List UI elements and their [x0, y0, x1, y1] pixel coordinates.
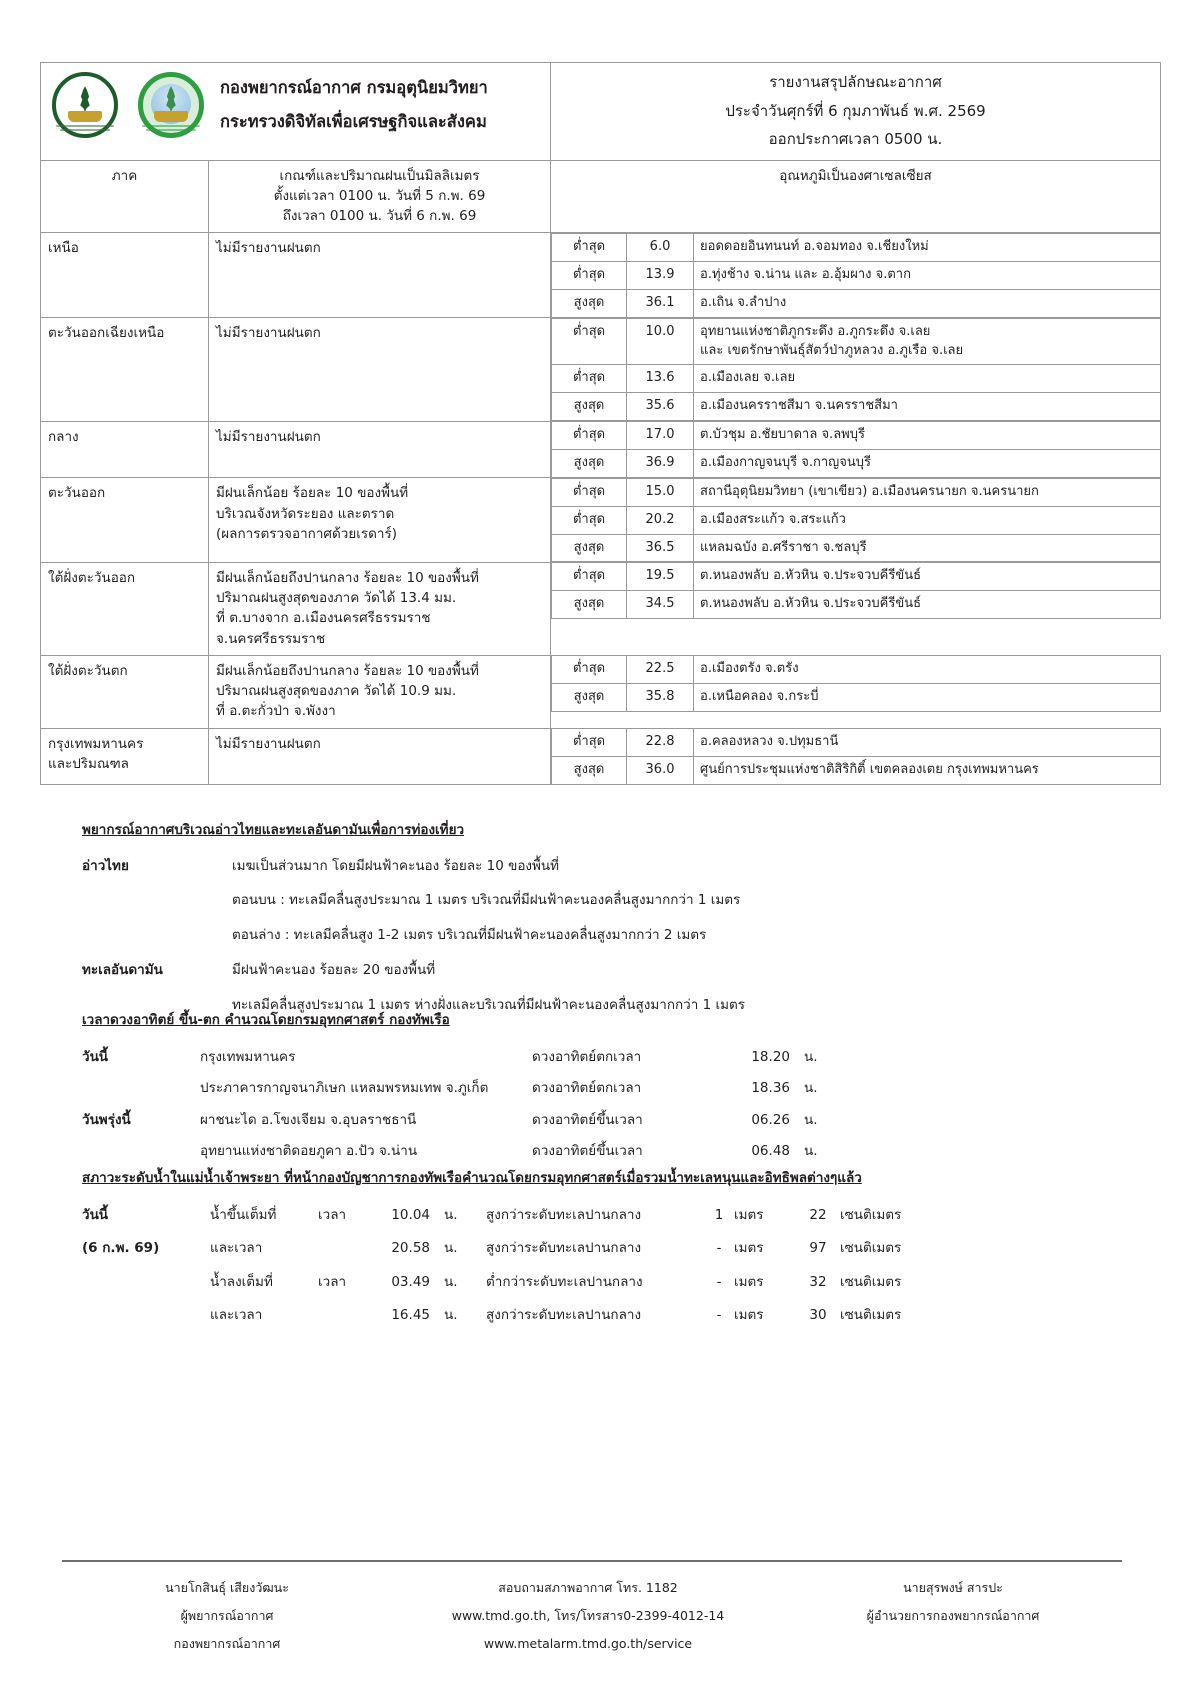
forecaster-division: กองพยากรณ์อากาศ — [173, 1636, 281, 1652]
tide-row — [82, 1305, 1142, 1326]
temperature-value: 36.9 — [627, 450, 694, 478]
temperature-location: ต.หนองพลับ อ.หัวหิน จ.ประจวบคีรีขันธ์ — [694, 591, 1161, 619]
tide-time-value: 03.49 — [391, 1273, 430, 1290]
rainfall-description — [209, 421, 551, 478]
organization-block — [41, 63, 551, 161]
temperature-location: อ.เมืองกาญจนบุรี จ.กาญจนบุรี — [694, 450, 1161, 478]
tide-relation-label: สูงกว่าระดับทะเลปานกลาง — [486, 1307, 642, 1324]
footer-contact-block — [392, 1574, 784, 1658]
rainfall-line: ปริมาณฝนสูงสุดของภาค วัดได้ 10.9 มม. — [216, 683, 457, 700]
tide-meters-value: - — [716, 1273, 722, 1290]
tide-centimeters-value: 32 — [809, 1273, 827, 1290]
temperature-row — [552, 478, 1161, 506]
report-issue-time: ออกประกาศเวลา 0500 น. — [768, 130, 943, 148]
marine-forecast-heading: พยากรณ์อากาศบริเวณอ่าวไทยและทะเลอันดามันเพื่อการท่องเที่ยว — [82, 822, 465, 838]
rainfall-header-line-1: เกณฑ์และปริมาณฝนเป็นมิลลิเมตร — [279, 167, 480, 184]
rainfall-description — [209, 478, 551, 563]
temperature-label: ต่ำสุด — [552, 318, 627, 365]
temperature-table — [551, 655, 1161, 712]
region-name: ใต้ฝั่งตะวันออก — [41, 562, 209, 655]
rainfall-header-line-3: ถึงเวลา 0100 น. วันที่ 6 ก.พ. 69 — [282, 208, 477, 224]
tide-time-value: 16.45 — [391, 1307, 430, 1324]
contact-phone: สอบถามสภาพอากาศ โทร. 1182 — [498, 1580, 678, 1595]
tide-meters-unit: เมตร — [734, 1240, 764, 1257]
director-role: ผู้อำนวยการกองพยากรณ์อากาศ — [866, 1608, 1040, 1624]
tide-centimeters-value: 22 — [809, 1206, 827, 1223]
table-row — [41, 421, 1161, 478]
rainfall-line: ไม่มีรายงานฝนตก — [216, 735, 321, 752]
sun-time-unit: น. — [804, 1143, 818, 1160]
tide-row — [82, 1238, 1142, 1259]
tide-meters-unit: เมตร — [734, 1206, 764, 1223]
report-date: ประจำวันศุกร์ที่ 6 กุมภาพันธ์ พ.ศ. 2569 — [725, 101, 986, 120]
temperature-value: 22.5 — [627, 656, 694, 684]
andaman-line-2: ทะเลมีคลื่นสูงประมาณ 1 เมตร ห่างฝั่งและบริเวณที่มีฝนฟ้าคะนองคลื่นสูงมากกว่า 1 เมตร — [232, 996, 746, 1013]
temperature-row — [552, 318, 1161, 365]
temperature-cell — [551, 421, 1161, 478]
tide-centimeters-unit: เซนติเมตร — [840, 1273, 902, 1290]
temperature-row — [552, 365, 1161, 393]
region-name: ตะวันออก — [41, 478, 209, 563]
temperature-location: อ.เมืองนครราชสีมา จ.นครราชสีมา — [694, 393, 1161, 421]
tide-meters-value: - — [716, 1307, 722, 1324]
temperature-value: 6.0 — [627, 234, 694, 262]
rainfall-description — [209, 233, 551, 318]
footer-director-block — [784, 1574, 1122, 1658]
temperature-value: 36.1 — [627, 289, 694, 317]
rainfall-line: ไม่มีรายงานฝนตก — [216, 428, 321, 445]
temperature-row — [552, 262, 1161, 290]
temperature-row — [552, 591, 1161, 619]
table-row — [41, 655, 1161, 728]
tide-relation-label: สูงกว่าระดับทะเลปานกลาง — [486, 1206, 642, 1223]
tmd-emblem-icon — [134, 68, 208, 142]
tide-time-unit: น. — [444, 1307, 458, 1324]
temperature-cell — [551, 562, 1161, 655]
temperature-label: สูงสุด — [552, 591, 627, 619]
tide-meters-unit: เมตร — [734, 1307, 764, 1324]
sun-location: กรุงเทพมหานคร — [200, 1048, 296, 1065]
weather-summary-table — [40, 62, 1161, 785]
temperature-table — [551, 318, 1161, 421]
contact-service-url[interactable]: www.metalarm.tmd.go.th/service — [483, 1636, 693, 1652]
tide-event-label: น้ำลงเต็มที่ — [210, 1273, 273, 1290]
tide-time-value: 20.58 — [391, 1240, 430, 1257]
temperature-label: ต่ำสุด — [552, 422, 627, 450]
temperature-label: ต่ำสุด — [552, 563, 627, 591]
temperature-table — [551, 421, 1161, 478]
temperature-cell — [551, 318, 1161, 421]
column-header-temperature: อุณหภูมิเป็นองศาเซลเซียส — [551, 160, 1161, 233]
temperature-value: 19.5 — [627, 563, 694, 591]
gulf-line-2: ตอนบน : ทะเลมีคลื่นสูงประมาณ 1 เมตร บริเวณที่มีฝนฟ้าคะนองคลื่นสูงมากกว่า 1 เมตร — [232, 892, 741, 909]
temperature-label: สูงสุด — [552, 393, 627, 421]
sun-times-heading: เวลาดวงอาทิตย์ ขึ้น-ตก คำนวณโดยกรมอุทกศาสตร์ กองทัพเรือ — [82, 1012, 450, 1028]
temperature-location: สถานีอุตุนิยมวิทยา (เขาเขียว) อ.เมืองนครนายก จ.นครนายก — [694, 478, 1161, 506]
rainfall-line: ที่ ต.บางจาก อ.เมืองนครศรีธรรมราช จ.นครศรีธรรมราช — [216, 610, 431, 647]
tide-event-label: และเวลา — [210, 1307, 263, 1324]
temperature-row — [552, 563, 1161, 591]
tide-meters-unit: เมตร — [734, 1273, 764, 1290]
temperature-location: อ.ทุ่งช้าง จ.น่าน และ อ.อุ้มผาง จ.ตาก — [694, 262, 1161, 290]
sun-time-row — [82, 1110, 1122, 1131]
sun-time-value: 06.26 — [751, 1111, 790, 1128]
temperature-location: อ.คลองหลวง จ.ปทุมธานี — [694, 729, 1161, 757]
temperature-value: 34.5 — [627, 591, 694, 619]
temperature-cell — [551, 478, 1161, 563]
sun-time-row — [82, 1047, 1122, 1068]
temperature-row — [552, 289, 1161, 317]
gulf-of-thailand-label: อ่าวไทย — [82, 857, 129, 874]
temperature-table — [551, 233, 1161, 318]
temperature-table — [551, 562, 1161, 619]
footer-divider — [62, 1560, 1122, 1562]
report-title-block — [551, 63, 1161, 161]
sun-event-label: ดวงอาทิตย์ขึ้นเวลา — [532, 1111, 643, 1128]
andaman-sea-label: ทะเลอันดามัน — [82, 962, 163, 979]
temperature-location: อ.เถิน จ.ลำปาง — [694, 289, 1161, 317]
region-name: ใต้ฝั่งตะวันตก — [41, 655, 209, 728]
table-column-header-row — [41, 160, 1161, 233]
tide-time-unit: น. — [444, 1206, 458, 1223]
table-row — [41, 728, 1161, 785]
tide-heading: สภาวะระดับน้ำในแม่น้ำเจ้าพระยา ที่หน้ากองบัญชาการกองทัพเรือคำนวณโดยกรมอุทกศาสตร์เมื่อรวมน้ำทะเลหนุนและอิทธิพลต่างๆแล้ว — [82, 1170, 862, 1186]
temperature-row — [552, 756, 1161, 784]
temperature-label: สูงสุด — [552, 534, 627, 562]
rainfall-line: ปริมาณฝนสูงสุดของภาค วัดได้ 13.4 มม. — [216, 590, 457, 607]
tide-day-label: (6 ก.พ. 69) — [82, 1240, 160, 1257]
gulf-line-3: ตอนล่าง : ทะเลมีคลื่นสูง 1-2 เมตร บริเวณที่มีฝนฟ้าคะนองคลื่นสูงมากกว่า 2 เมตร — [232, 926, 707, 943]
sun-time-row — [82, 1078, 1122, 1099]
rainfall-line: บริเวณจังหวัดระยอง และตราด — [216, 505, 395, 522]
region-name: กลาง — [41, 421, 209, 478]
temperature-value: 22.8 — [627, 729, 694, 757]
region-name: เหนือ — [41, 233, 209, 318]
tide-meters-value: 1 — [714, 1206, 724, 1223]
temperature-location: อ.เหนือคลอง จ.กระบี่ — [694, 684, 1161, 712]
table-row — [41, 562, 1161, 655]
temperature-value: 36.5 — [627, 534, 694, 562]
rainfall-description — [209, 655, 551, 728]
rainfall-line: ไม่มีรายงานฝนตก — [216, 325, 321, 342]
tide-centimeters-value: 97 — [809, 1240, 827, 1257]
temperature-label: ต่ำสุด — [552, 365, 627, 393]
sun-times-section — [82, 1010, 1122, 1173]
sun-event-label: ดวงอาทิตย์ตกเวลา — [532, 1048, 642, 1065]
organization-line-2: กระทรวงดิจิทัลเพื่อเศรษฐกิจและสังคม — [220, 112, 487, 131]
organization-line-1: กองพยากรณ์อากาศ กรมอุตุนิยมวิทยา — [220, 78, 488, 98]
temperature-value: 20.2 — [627, 506, 694, 534]
tide-time-word: เวลา — [318, 1273, 347, 1290]
tide-event-label: และเวลา — [210, 1240, 263, 1257]
temperature-location: อ.เมืองสระแก้ว จ.สระแก้ว — [694, 506, 1161, 534]
temperature-row — [552, 422, 1161, 450]
tide-centimeters-unit: เซนติเมตร — [840, 1307, 902, 1324]
tide-centimeters-unit: เซนติเมตร — [840, 1206, 902, 1223]
sun-time-row — [82, 1141, 1122, 1162]
rainfall-line: (ผลการตรวจอากาศด้วยเรดาร์) — [216, 525, 397, 542]
rainfall-line: มีฝนเล็กน้อยถึงปานกลาง ร้อยละ 10 ของพื้นที่ — [216, 569, 479, 586]
tide-time-unit: น. — [444, 1273, 458, 1290]
temperature-row — [552, 729, 1161, 757]
rainfall-line: มีฝนเล็กน้อยถึงปานกลาง ร้อยละ 10 ของพื้นที่ — [216, 662, 479, 679]
tide-relation-label: ต่ำกว่าระดับทะเลปานกลาง — [486, 1273, 643, 1290]
temperature-location: อ.เมืองเลย จ.เลย — [694, 365, 1161, 393]
temperature-value: 36.0 — [627, 756, 694, 784]
footer — [62, 1574, 1122, 1658]
tide-section — [82, 1168, 1142, 1339]
temperature-location: อุทยานแห่งชาติภูกระดึง อ.ภูกระดึง จ.เลย และ เขตรักษาพันธุ์สัตว์ป่าภูหลวง อ.ภูเรือ จ.เลย — [694, 318, 1161, 365]
ministry-emblem-icon — [48, 68, 122, 142]
tide-day-label: วันนี้ — [82, 1206, 109, 1223]
sun-location: อุทยานแห่งชาติดอยภูคา อ.ปัว จ.น่าน — [200, 1143, 418, 1160]
tide-relation-label: สูงกว่าระดับทะเลปานกลาง — [486, 1240, 642, 1257]
temperature-location: ศูนย์การประชุมแห่งชาติสิริกิติ์ เขตคลองเตย กรุงเทพมหานคร — [694, 756, 1161, 784]
sun-event-label: ดวงอาทิตย์ขึ้นเวลา — [532, 1143, 643, 1160]
andaman-line-1: มีฝนฟ้าคะนอง ร้อยละ 20 ของพื้นที่ — [232, 962, 436, 979]
tide-event-label: น้ำขึ้นเต็มที่ — [210, 1206, 277, 1223]
rainfall-description — [209, 728, 551, 785]
column-header-rainfall — [209, 160, 551, 233]
table-masthead-row — [41, 63, 1161, 161]
sun-event-label: ดวงอาทิตย์ตกเวลา — [532, 1080, 642, 1097]
sun-time-unit: น. — [804, 1111, 818, 1128]
sun-time-unit: น. — [804, 1048, 818, 1065]
temperature-label: สูงสุด — [552, 756, 627, 784]
temperature-value: 13.9 — [627, 262, 694, 290]
temperature-label: สูงสุด — [552, 450, 627, 478]
table-row — [41, 233, 1161, 318]
rainfall-line: มีฝนเล็กน้อย ร้อยละ 10 ของพื้นที่ — [216, 485, 409, 502]
column-header-region: ภาค — [41, 160, 209, 233]
temperature-value: 35.8 — [627, 684, 694, 712]
temperature-location: ต.หนองพลับ อ.หัวหิน จ.ประจวบคีรีขันธ์ — [694, 563, 1161, 591]
footer-forecaster-block — [62, 1574, 392, 1658]
temperature-location: แหลมฉบัง อ.ศรีราชา จ.ชลบุรี — [694, 534, 1161, 562]
temperature-label: สูงสุด — [552, 684, 627, 712]
rainfall-line: ไม่มีรายงานฝนตก — [216, 240, 321, 257]
temperature-table — [551, 478, 1161, 563]
temperature-value: 10.0 — [627, 318, 694, 365]
rainfall-description — [209, 318, 551, 421]
region-name: กรุงเทพมหานคร และปริมณฑล — [41, 728, 209, 785]
temperature-row — [552, 234, 1161, 262]
gulf-line-1: เมฆเป็นส่วนมาก โดยมีฝนฟ้าคะนอง ร้อยละ 10 ของพื้นที่ — [232, 857, 560, 874]
rainfall-header-line-2: ตั้งแต่เวลา 0100 น. วันที่ 5 ก.พ. 69 — [273, 187, 486, 204]
temperature-label: ต่ำสุด — [552, 478, 627, 506]
tide-row — [82, 1272, 1142, 1293]
temperature-value: 17.0 — [627, 422, 694, 450]
sun-location: ประภาคารกาญจนาภิเษก แหลมพรหมเทพ จ.ภูเก็ต — [200, 1080, 489, 1097]
tide-time-word: เวลา — [318, 1206, 347, 1223]
temperature-label: สูงสุด — [552, 289, 627, 317]
report-title: รายงานสรุปลักษณะอากาศ — [769, 73, 942, 91]
tide-row — [82, 1205, 1142, 1226]
temperature-label: ต่ำสุด — [552, 262, 627, 290]
temperature-label: ต่ำสุด — [552, 729, 627, 757]
tide-centimeters-value: 30 — [809, 1307, 827, 1324]
temperature-cell — [551, 728, 1161, 785]
sun-time-value: 18.36 — [751, 1080, 790, 1097]
temperature-cell — [551, 233, 1161, 318]
temperature-value: 35.6 — [627, 393, 694, 421]
temperature-row — [552, 450, 1161, 478]
sun-time-value: 18.20 — [751, 1048, 790, 1065]
tide-time-unit: น. — [444, 1240, 458, 1257]
temperature-row — [552, 656, 1161, 684]
forecaster-role: ผู้พยากรณ์อากาศ — [180, 1608, 274, 1624]
temperature-value: 15.0 — [627, 478, 694, 506]
temperature-row — [552, 393, 1161, 421]
sun-time-unit: น. — [804, 1080, 818, 1097]
director-name: นายสุรพงษ์ สารปะ — [903, 1580, 1003, 1595]
sun-day-label: วันนี้ — [82, 1048, 109, 1065]
table-row — [41, 478, 1161, 563]
table-row — [41, 318, 1161, 421]
temperature-value: 13.6 — [627, 365, 694, 393]
rainfall-description — [209, 562, 551, 655]
contact-website[interactable]: www.tmd.go.th, โทร/โทรสาร0-2399-4012-14 — [451, 1608, 725, 1624]
temperature-row — [552, 506, 1161, 534]
sun-time-value: 06.48 — [751, 1143, 790, 1160]
temperature-label: ต่ำสุด — [552, 506, 627, 534]
temperature-label: ต่ำสุด — [552, 656, 627, 684]
region-name: ตะวันออกเฉียงเหนือ — [41, 318, 209, 421]
tide-centimeters-unit: เซนติเมตร — [840, 1240, 902, 1257]
sun-location: ผาชนะได อ.โขงเจียม จ.อุบลราชธานี — [200, 1111, 417, 1128]
temperature-location: ยอดดอยอินทนนท์ อ.จอมทอง จ.เชียงใหม่ — [694, 234, 1161, 262]
temperature-row — [552, 534, 1161, 562]
tide-meters-value: - — [716, 1240, 722, 1257]
temperature-table — [551, 728, 1161, 785]
sun-day-label: วันพรุ่งนี้ — [82, 1111, 131, 1128]
rainfall-line: ที่ อ.ตะกั่วป่า จ.พังงา — [216, 703, 336, 720]
temperature-cell — [551, 655, 1161, 728]
forecaster-name: นายโกสินธุ์ เสียงวัฒนะ — [165, 1580, 289, 1595]
temperature-row — [552, 684, 1161, 712]
temperature-label: ต่ำสุด — [552, 234, 627, 262]
marine-forecast-section — [82, 820, 1122, 1015]
temperature-location: ต.บัวชุม อ.ชัยบาดาล จ.ลพบุรี — [694, 422, 1161, 450]
temperature-location: อ.เมืองตรัง จ.ตรัง — [694, 656, 1161, 684]
tide-time-value: 10.04 — [391, 1206, 430, 1223]
